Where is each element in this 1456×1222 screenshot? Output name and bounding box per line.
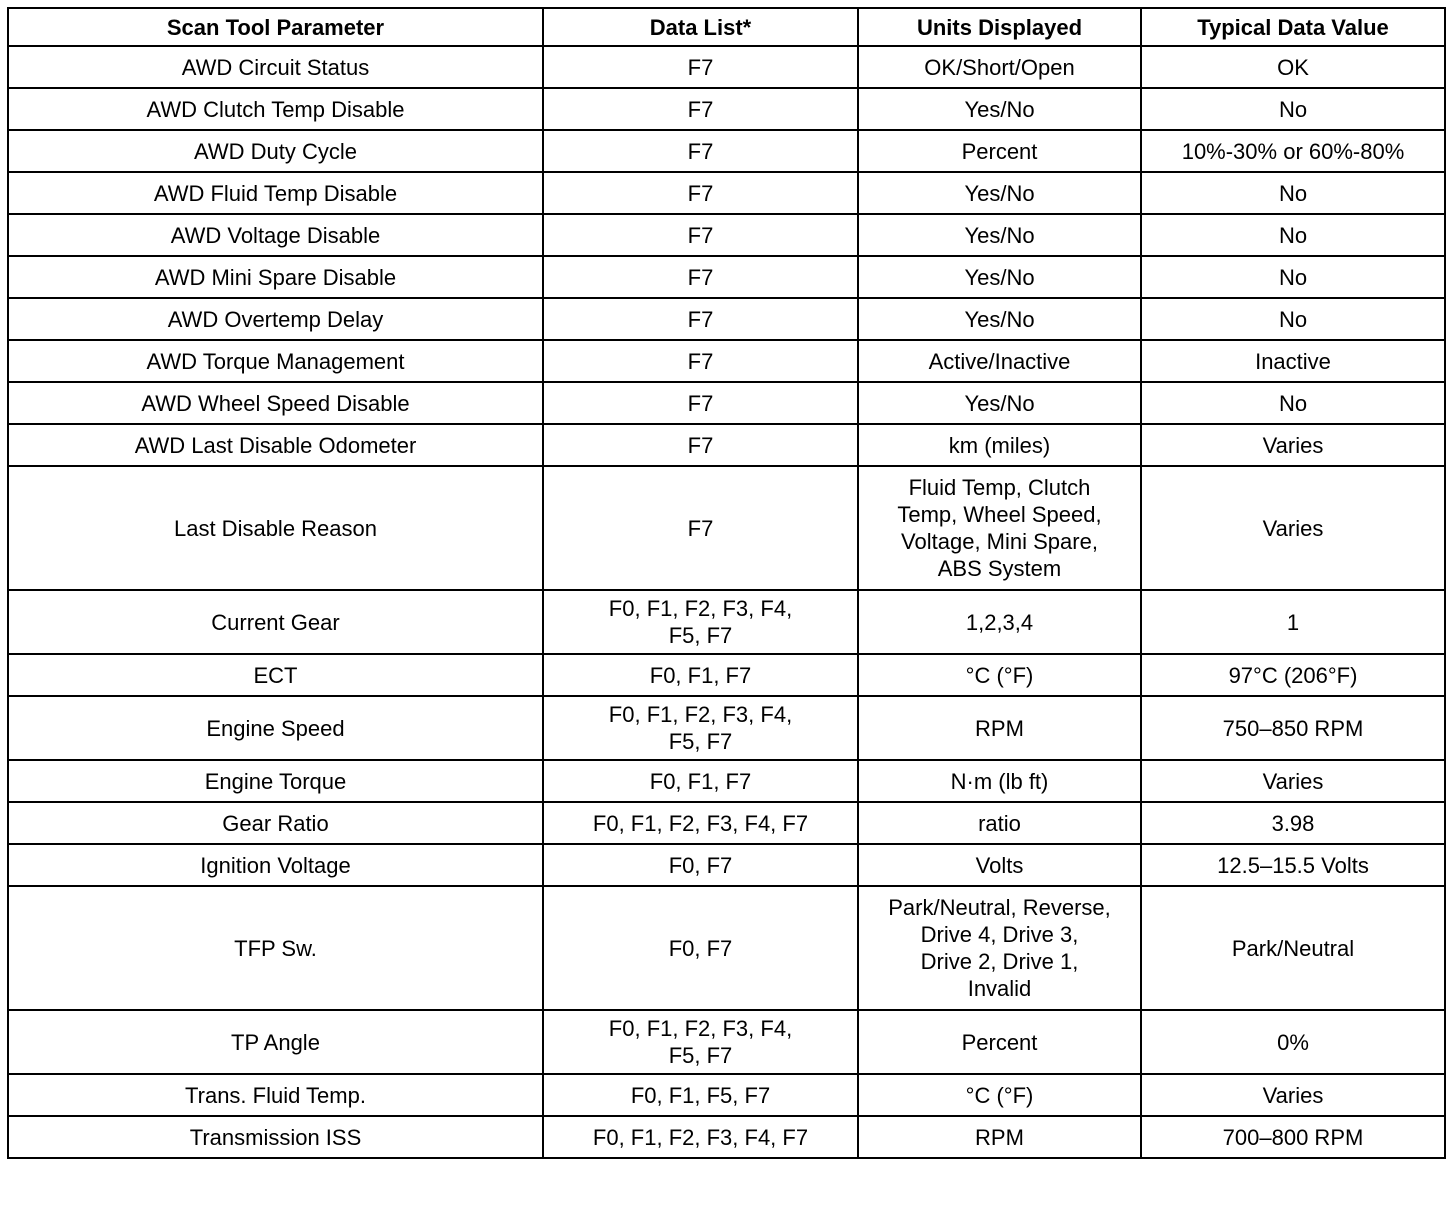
- units-line: Yes/No: [964, 306, 1035, 332]
- data-list-line: F0, F7: [668, 852, 733, 878]
- cell-data-list: [543, 844, 858, 886]
- data-list-line: F0, F7: [668, 935, 733, 961]
- units-line: RPM: [975, 715, 1024, 741]
- data-list-line: F7: [687, 264, 714, 290]
- table-row: [8, 654, 1445, 696]
- cell-typical-data-value: Inactive: [1141, 340, 1445, 382]
- units-line: km (miles): [948, 432, 1051, 458]
- cell-scan-tool-parameter: Engine Torque: [8, 760, 543, 802]
- table-row: [8, 466, 1445, 590]
- cell-scan-tool-parameter: Gear Ratio: [8, 802, 543, 844]
- table-row: [8, 256, 1445, 298]
- cell-units-displayed: [858, 382, 1141, 424]
- data-list-line: F7: [687, 54, 714, 80]
- cell-scan-tool-parameter: ECT: [8, 654, 543, 696]
- header-scan-tool-parameter: Scan Tool Parameter: [8, 8, 543, 46]
- table-row: [8, 298, 1445, 340]
- data-list-line: F7: [687, 138, 714, 164]
- units-line: Percent: [961, 1029, 1038, 1055]
- data-list-line: F0, F1, F7: [649, 662, 752, 688]
- cell-units-displayed: [858, 802, 1141, 844]
- cell-data-list: [543, 46, 858, 88]
- data-list-line: F0, F1, F2, F3, F4,: [608, 1016, 793, 1041]
- units-line: Yes/No: [964, 96, 1035, 122]
- table-row: [8, 802, 1445, 844]
- table-row: [8, 844, 1445, 886]
- data-list-line: F7: [687, 515, 714, 541]
- units-line: Drive 4, Drive 3,: [920, 922, 1079, 947]
- header-data-list: Data List*: [543, 8, 858, 46]
- table-row: [8, 424, 1445, 466]
- cell-data-list: [543, 886, 858, 1010]
- cell-units-displayed: [858, 1010, 1141, 1074]
- cell-scan-tool-parameter: TP Angle: [8, 1010, 543, 1074]
- cell-scan-tool-parameter: AWD Clutch Temp Disable: [8, 88, 543, 130]
- cell-scan-tool-parameter: AWD Fluid Temp Disable: [8, 172, 543, 214]
- cell-scan-tool-parameter: AWD Last Disable Odometer: [8, 424, 543, 466]
- table-row: [8, 214, 1445, 256]
- units-line: 1,2,3,4: [965, 609, 1034, 635]
- cell-typical-data-value: 97°C (206°F): [1141, 654, 1445, 696]
- data-list-line: F7: [687, 348, 714, 374]
- table-row: [8, 1010, 1445, 1074]
- cell-data-list: [543, 760, 858, 802]
- units-line: Voltage, Mini Spare,: [901, 529, 1098, 554]
- cell-scan-tool-parameter: Current Gear: [8, 590, 543, 654]
- table-row: [8, 340, 1445, 382]
- data-list-line: F5, F7: [668, 1043, 733, 1068]
- cell-units-displayed: [858, 340, 1141, 382]
- cell-data-list: [543, 298, 858, 340]
- cell-units-displayed: [858, 590, 1141, 654]
- cell-units-displayed: [858, 844, 1141, 886]
- header-units-displayed: Units Displayed: [858, 8, 1141, 46]
- table-row: [8, 382, 1445, 424]
- data-list-line: F7: [687, 222, 714, 248]
- units-line: Yes/No: [964, 390, 1035, 416]
- cell-data-list: [543, 340, 858, 382]
- cell-data-list: [543, 88, 858, 130]
- cell-data-list: [543, 696, 858, 760]
- cell-typical-data-value: No: [1141, 214, 1445, 256]
- cell-data-list: [543, 466, 858, 590]
- cell-scan-tool-parameter: AWD Torque Management: [8, 340, 543, 382]
- cell-typical-data-value: Varies: [1141, 424, 1445, 466]
- cell-scan-tool-parameter: Trans. Fluid Temp.: [8, 1074, 543, 1116]
- units-line: ABS System: [937, 556, 1062, 581]
- cell-data-list: [543, 654, 858, 696]
- table-header-row: [8, 8, 1445, 46]
- cell-units-displayed: [858, 1116, 1141, 1158]
- cell-scan-tool-parameter: AWD Duty Cycle: [8, 130, 543, 172]
- cell-typical-data-value: No: [1141, 172, 1445, 214]
- table-row: [8, 172, 1445, 214]
- cell-units-displayed: [858, 886, 1141, 1010]
- data-list-line: F0, F1, F2, F3, F4,: [608, 702, 793, 727]
- cell-typical-data-value: 750–850 RPM: [1141, 696, 1445, 760]
- cell-data-list: [543, 1074, 858, 1116]
- table-row: [8, 760, 1445, 802]
- cell-scan-tool-parameter: Transmission ISS: [8, 1116, 543, 1158]
- cell-data-list: [543, 382, 858, 424]
- cell-units-displayed: [858, 760, 1141, 802]
- cell-data-list: [543, 130, 858, 172]
- cell-scan-tool-parameter: TFP Sw.: [8, 886, 543, 1010]
- units-line: Yes/No: [964, 222, 1035, 248]
- cell-data-list: [543, 802, 858, 844]
- cell-units-displayed: [858, 696, 1141, 760]
- cell-units-displayed: [858, 214, 1141, 256]
- cell-typical-data-value: Park/Neutral: [1141, 886, 1445, 1010]
- table-row: [8, 1074, 1445, 1116]
- cell-typical-data-value: 12.5–15.5 Volts: [1141, 844, 1445, 886]
- units-line: Volts: [975, 852, 1024, 878]
- cell-typical-data-value: No: [1141, 382, 1445, 424]
- table-row: [8, 88, 1445, 130]
- units-line: Active/Inactive: [928, 348, 1071, 374]
- table-row: [8, 886, 1445, 1010]
- cell-scan-tool-parameter: Last Disable Reason: [8, 466, 543, 590]
- cell-typical-data-value: Varies: [1141, 1074, 1445, 1116]
- data-list-line: F0, F1, F2, F3, F4, F7: [592, 1124, 809, 1150]
- cell-typical-data-value: No: [1141, 298, 1445, 340]
- data-list-line: F7: [687, 306, 714, 332]
- cell-units-displayed: [858, 466, 1141, 590]
- data-list-line: F7: [687, 390, 714, 416]
- cell-data-list: [543, 1116, 858, 1158]
- cell-scan-tool-parameter: Engine Speed: [8, 696, 543, 760]
- cell-typical-data-value: 700–800 RPM: [1141, 1116, 1445, 1158]
- cell-scan-tool-parameter: Ignition Voltage: [8, 844, 543, 886]
- cell-typical-data-value: OK: [1141, 46, 1445, 88]
- scan-tool-data-table: [7, 7, 1446, 1159]
- data-list-line: F0, F1, F5, F7: [630, 1082, 771, 1108]
- units-line: RPM: [975, 1124, 1024, 1150]
- data-list-line: F5, F7: [668, 623, 733, 648]
- units-line: N·m (lb ft): [950, 768, 1049, 794]
- units-line: Invalid: [967, 976, 1032, 1001]
- cell-scan-tool-parameter: AWD Wheel Speed Disable: [8, 382, 543, 424]
- cell-typical-data-value: Varies: [1141, 466, 1445, 590]
- data-list-line: F7: [687, 432, 714, 458]
- data-list-line: F5, F7: [668, 729, 733, 754]
- table-row: [8, 1116, 1445, 1158]
- cell-units-displayed: [858, 130, 1141, 172]
- cell-units-displayed: [858, 298, 1141, 340]
- units-line: Drive 2, Drive 1,: [920, 949, 1079, 974]
- cell-scan-tool-parameter: AWD Mini Spare Disable: [8, 256, 543, 298]
- cell-typical-data-value: No: [1141, 88, 1445, 130]
- cell-data-list: [543, 214, 858, 256]
- header-typical-data-value: Typical Data Value: [1141, 8, 1445, 46]
- cell-data-list: [543, 1010, 858, 1074]
- units-line: °C (°F): [965, 1082, 1034, 1108]
- cell-scan-tool-parameter: AWD Circuit Status: [8, 46, 543, 88]
- units-line: ratio: [978, 810, 1021, 836]
- units-line: Fluid Temp, Clutch: [908, 475, 1091, 500]
- cell-scan-tool-parameter: AWD Overtemp Delay: [8, 298, 543, 340]
- units-line: OK/Short/Open: [924, 54, 1075, 80]
- cell-data-list: [543, 590, 858, 654]
- cell-typical-data-value: 1: [1141, 590, 1445, 654]
- data-list-line: F0, F1, F7: [649, 768, 752, 794]
- cell-units-displayed: [858, 654, 1141, 696]
- cell-data-list: [543, 172, 858, 214]
- units-line: Park/Neutral, Reverse,: [888, 895, 1111, 920]
- table-row: [8, 696, 1445, 760]
- cell-typical-data-value: Varies: [1141, 760, 1445, 802]
- data-list-line: F0, F1, F2, F3, F4, F7: [592, 810, 809, 836]
- data-list-line: F7: [687, 180, 714, 206]
- table-row: [8, 46, 1445, 88]
- cell-units-displayed: [858, 1074, 1141, 1116]
- units-line: Yes/No: [964, 264, 1035, 290]
- table-row: [8, 130, 1445, 172]
- units-line: °C (°F): [965, 662, 1034, 688]
- units-line: Temp, Wheel Speed,: [897, 502, 1102, 527]
- units-line: Yes/No: [964, 180, 1035, 206]
- cell-typical-data-value: 10%-30% or 60%-80%: [1141, 130, 1445, 172]
- cell-units-displayed: [858, 256, 1141, 298]
- cell-units-displayed: [858, 172, 1141, 214]
- table-body: [8, 46, 1445, 1158]
- units-line: Percent: [961, 138, 1038, 164]
- data-list-line: F7: [687, 96, 714, 122]
- cell-typical-data-value: 0%: [1141, 1010, 1445, 1074]
- cell-scan-tool-parameter: AWD Voltage Disable: [8, 214, 543, 256]
- table-row: [8, 590, 1445, 654]
- cell-data-list: [543, 424, 858, 466]
- cell-units-displayed: [858, 88, 1141, 130]
- cell-units-displayed: [858, 46, 1141, 88]
- cell-typical-data-value: No: [1141, 256, 1445, 298]
- cell-units-displayed: [858, 424, 1141, 466]
- data-list-line: F0, F1, F2, F3, F4,: [608, 596, 793, 621]
- cell-typical-data-value: 3.98: [1141, 802, 1445, 844]
- cell-data-list: [543, 256, 858, 298]
